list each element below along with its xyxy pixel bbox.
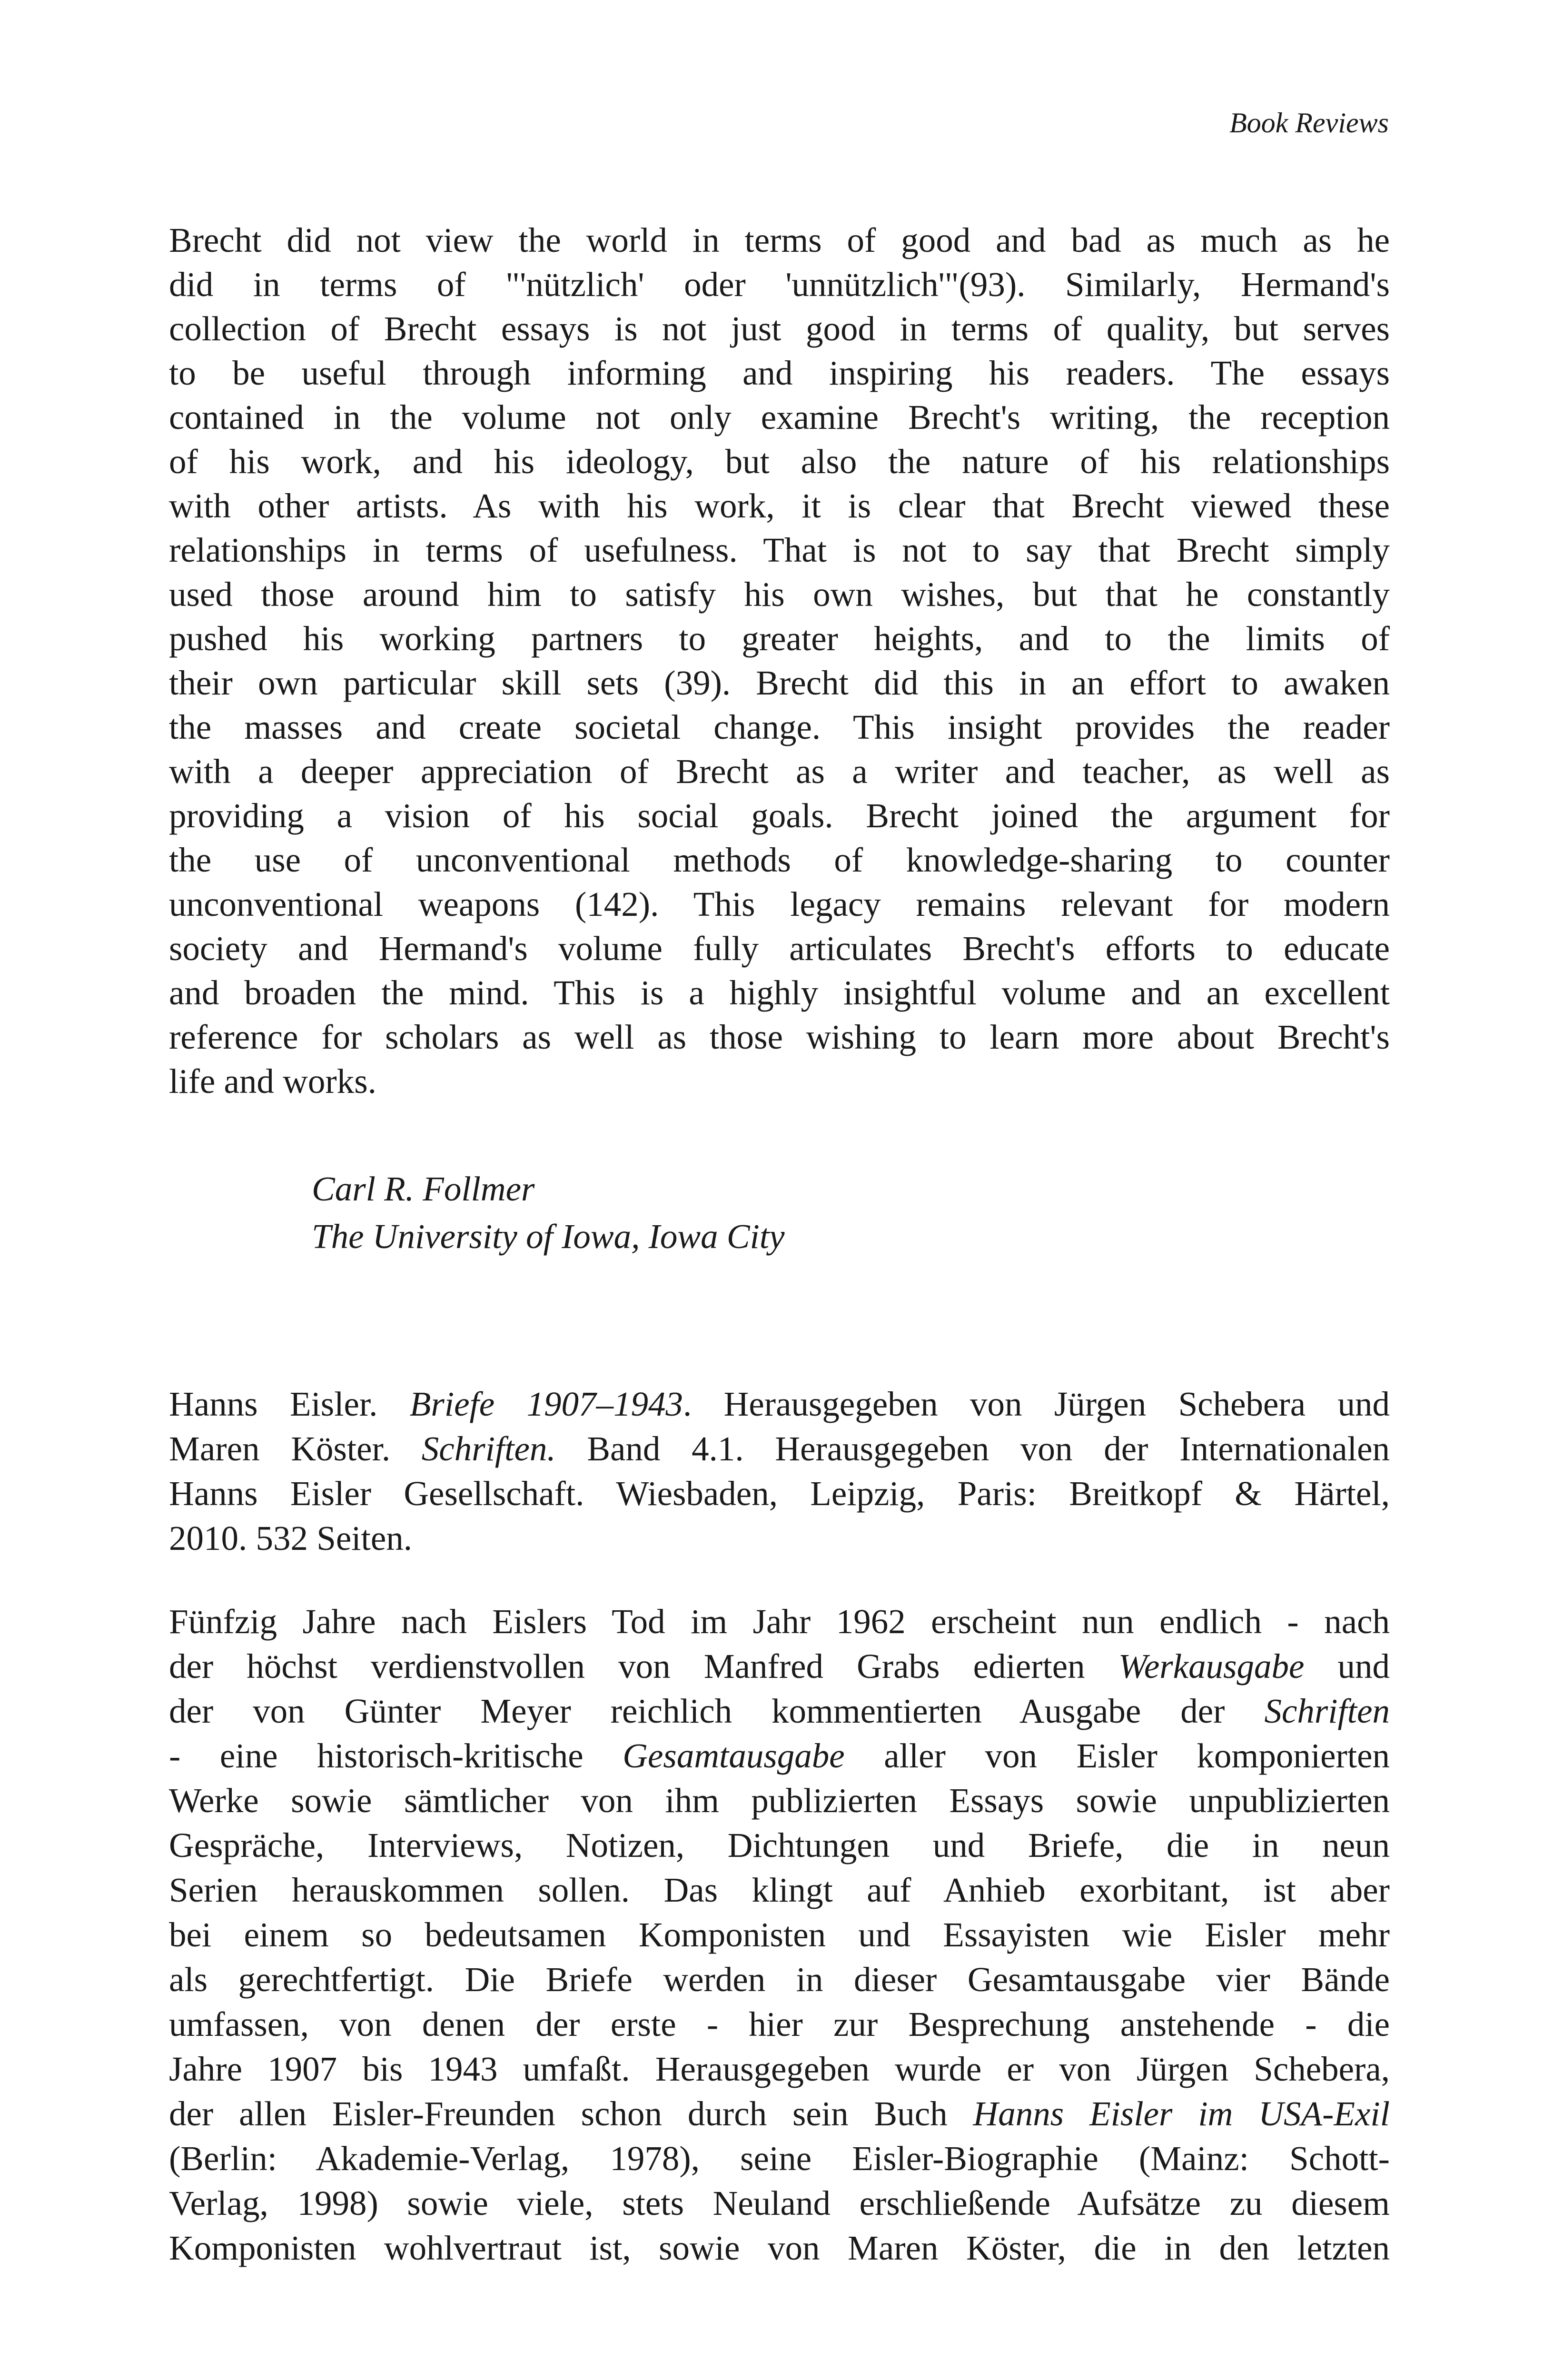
text-run: Band 4.1. Herausgegeben von der Internationalen: [555, 1429, 1390, 1468]
reviewer-affiliation: The University of Iowa, Iowa City: [312, 1217, 785, 1256]
text-line: Gespräche, Interviews, Notizen, Dichtungen und Briefe, die in neun: [169, 1826, 1390, 1864]
text-line: [169, 1427, 1390, 1471]
text-line: and broaden the mind. This is a highly insightful volume and an excellent: [169, 973, 1390, 1012]
bibliographic-entry: [169, 1382, 1390, 1561]
text-line: [169, 1644, 1390, 1689]
text-line: to be useful through informing and inspiring his readers. The essays: [169, 354, 1390, 392]
italic-title: Schriften: [1264, 1692, 1390, 1730]
text-line: providing a vision of his social goals. Brecht joined the argument for: [169, 796, 1390, 835]
text-line: of his work, and his ideology, but also the nature of his relationships: [169, 442, 1390, 481]
text-run: der höchst verdienstvollen von Manfred Grabs edierten: [169, 1647, 1118, 1686]
reviewer-signature: [312, 1165, 785, 1260]
text-line: the masses and create societal change. This insight provides the reader: [169, 708, 1390, 746]
text-line: Verlag, 1998) sowie viele, stets Neuland erschließende Aufsätze zu diesem: [169, 2184, 1390, 2222]
text-run: der von Günter Meyer reichlich kommentierten Ausgabe der: [169, 1692, 1265, 1730]
text-line: with a deeper appreciation of Brecht as a writer and teacher, as well as: [169, 752, 1390, 791]
text-line: [169, 1734, 1390, 1778]
text-line: Komponisten wohlvertraut ist, sowie von Maren Köster, die in den letzten: [169, 2229, 1390, 2267]
text-run: . Herausgegeben von Jürgen Schebera und: [683, 1385, 1390, 1423]
review-body-eisler: [169, 1599, 1390, 2271]
text-line: used those around him to satisfy his own wishes, but that he constantly: [169, 575, 1390, 614]
italic-title: Werkausgabe: [1118, 1647, 1305, 1686]
text-line: the use of unconventional methods of knowledge-sharing to counter: [169, 841, 1390, 879]
running-head: Book Reviews: [1229, 107, 1389, 139]
text-line: Serien herauskommen sollen. Das klingt auf Anhieb exorbitant, ist aber: [169, 1871, 1390, 1909]
text-line: reference for scholars as well as those wishing to learn more about Brecht's: [169, 1018, 1390, 1056]
text-line: did in terms of "'nützlich' oder 'unnützlich'"(93). Similarly, Hermand's: [169, 265, 1390, 304]
text-line: contained in the volume not only examine Brecht's writing, the reception: [169, 398, 1390, 436]
text-line: society and Hermand's volume fully articulates Brecht's efforts to educate: [169, 929, 1390, 968]
text-line: bei einem so bedeutsamen Komponisten und Essayisten wie Eisler mehr: [169, 1915, 1390, 1954]
text-line: 2010. 532 Seiten.: [169, 1519, 412, 1557]
text-line: Hanns Eisler Gesellschaft. Wiesbaden, Leipzig, Paris: Breitkopf & Härtel,: [169, 1474, 1390, 1513]
text-run: und: [1304, 1647, 1390, 1686]
text-run: aller von Eisler komponierten: [844, 1736, 1390, 1775]
text-line: [169, 1382, 1390, 1427]
text-run: - eine historisch-kritische: [169, 1736, 623, 1775]
text-line: [169, 1689, 1390, 1734]
text-line: life and works.: [169, 1062, 376, 1101]
text-line: unconventional weapons (142). This legacy remains relevant for modern: [169, 885, 1390, 923]
text-line: relationships in terms of usefulness. That is not to say that Brecht simply: [169, 531, 1390, 569]
text-line: Werke sowie sämtlicher von ihm publizierten Essays sowie unpublizierten: [169, 1781, 1390, 1820]
text-line: pushed his working partners to greater heights, and to the limits of: [169, 619, 1390, 658]
text-line: Fünfzig Jahre nach Eislers Tod im Jahr 1962 erscheint nun endlich - nach: [169, 1602, 1390, 1641]
text-line: with other artists. As with his work, it is clear that Brecht viewed these: [169, 486, 1390, 525]
reviewer-name: Carl R. Follmer: [312, 1170, 535, 1208]
text-line: umfassen, von denen der erste - hier zur Besprechung anstehende - die: [169, 2005, 1390, 2043]
book-title: Briefe 1907–1943: [409, 1385, 683, 1423]
text-line: Jahre 1907 bis 1943 umfaßt. Herausgegeben wurde er von Jürgen Schebera,: [169, 2050, 1390, 2088]
book-author: Hanns Eisler.: [169, 1385, 410, 1423]
text-run: Maren Köster.: [169, 1429, 422, 1468]
text-line: als gerechtfertigt. Die Briefe werden in dieser Gesamtausgabe vier Bände: [169, 1960, 1390, 1999]
text-line: (Berlin: Akademie-Verlag, 1978), seine Eisler-Biographie (Mainz: Schott-: [169, 2139, 1390, 2178]
italic-title: Gesamtausgabe: [623, 1736, 845, 1775]
text-run: der allen Eisler-Freunden schon durch sein Buch: [169, 2094, 973, 2133]
text-line: Brecht did not view the world in terms of good and bad as much as he: [169, 221, 1390, 259]
review-body-brecht: [169, 218, 1390, 1103]
text-line: their own particular skill sets (39). Brecht did this in an effort to awaken: [169, 664, 1390, 702]
italic-title: Hanns Eisler im USA-Exil: [973, 2094, 1390, 2133]
text-line: [169, 2092, 1390, 2136]
series-title: Schriften.: [421, 1429, 556, 1468]
text-line: collection of Brecht essays is not just good in terms of quality, but serves: [169, 309, 1390, 348]
